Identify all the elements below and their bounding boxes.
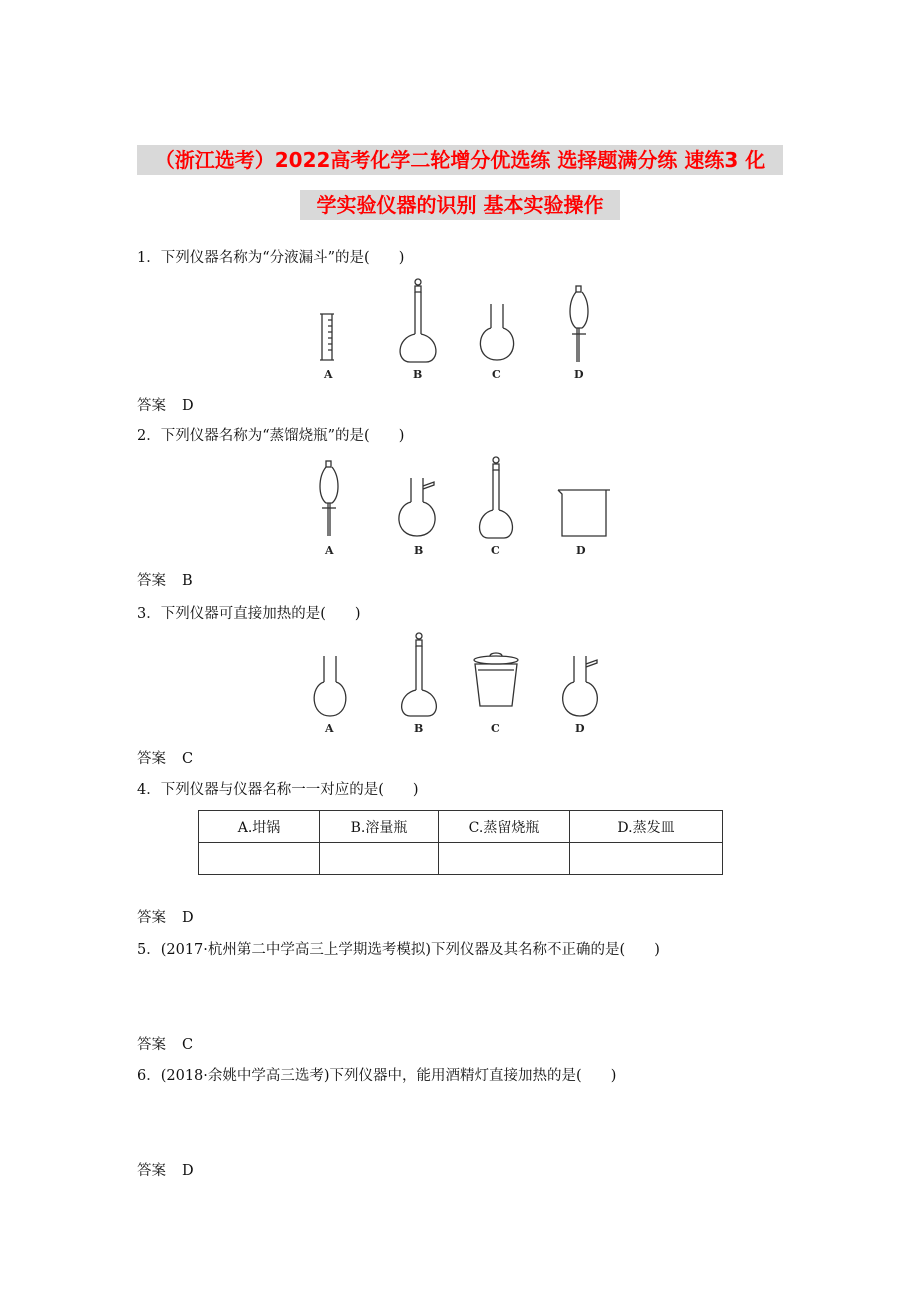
table-cell [320,843,439,875]
distillation-flask-icon [563,656,598,716]
option-label: A [324,368,333,381]
option-label: A [325,722,334,735]
volumetric-flask-icon [480,457,513,538]
table-cell: D.蒸发皿 [570,811,723,843]
question-3-figure [300,630,620,740]
table-cell [199,843,320,875]
document-title-line-1: （浙江选考）2022高考化学二轮增分优选练 选择题满分练 速练3 化 [137,145,783,175]
question-2-stem: 2．下列仪器名称为“蒸馏烧瓶”的是( ) [137,428,405,444]
option-label: D [576,544,586,557]
table-cell: C.蒸留烧瓶 [439,811,570,843]
question-2-figure [300,456,620,566]
question-3-answer: 答案 C [137,751,194,767]
graduated-cylinder-icon [320,314,334,360]
question-2-answer: 答案 B [137,573,193,589]
option-label: B [414,544,424,557]
option-label: C [492,368,501,381]
table-cell: B.溶量瓶 [320,811,439,843]
instrument-table [198,810,723,875]
question-6-stem: 6．(2018·余姚中学高三选考)下列仪器中，能用酒精灯直接加热的是( ) [137,1068,617,1084]
separatory-funnel-icon [570,286,588,362]
beaker-icon [558,490,610,536]
separatory-funnel-icon [320,461,338,536]
option-label: D [574,368,584,381]
document-title-line-2: 学实验仪器的识别 基本实验操作 [300,190,620,220]
question-4-answer: 答案 D [137,910,194,926]
crucible-icon [474,653,518,706]
distillation-flask-icon [399,478,435,536]
question-1-stem: 1．下列仪器名称为“分液漏斗”的是( ) [137,250,405,266]
table-cell: A.坩锅 [199,811,320,843]
question-5-answer: 答案 C [137,1037,194,1053]
question-4-stem: 4．下列仪器与仪器名称一一对应的是( ) [137,782,419,798]
table-cell [570,843,723,875]
option-label: B [414,722,424,735]
table-row [199,843,723,875]
question-5-stem: 5．(2017·杭州第二中学高三上学期选考模拟)下列仪器及其名称不正确的是( ) [137,942,660,958]
round-bottom-flask-icon [314,656,346,716]
option-label: C [491,722,500,735]
table-cell [439,843,570,875]
question-1-figure [300,278,620,388]
round-bottom-flask-icon [480,304,513,360]
question-1-answer: 答案 D [137,398,194,414]
option-label: A [325,544,334,557]
option-label: D [575,722,585,735]
volumetric-flask-icon [402,633,437,716]
volumetric-flask-icon [400,279,436,362]
question-6-answer: 答案 D [137,1163,194,1179]
option-label: C [491,544,500,557]
table-header-row [199,811,723,843]
question-3-stem: 3．下列仪器可直接加热的是( ) [137,606,361,622]
option-label: B [413,368,423,381]
